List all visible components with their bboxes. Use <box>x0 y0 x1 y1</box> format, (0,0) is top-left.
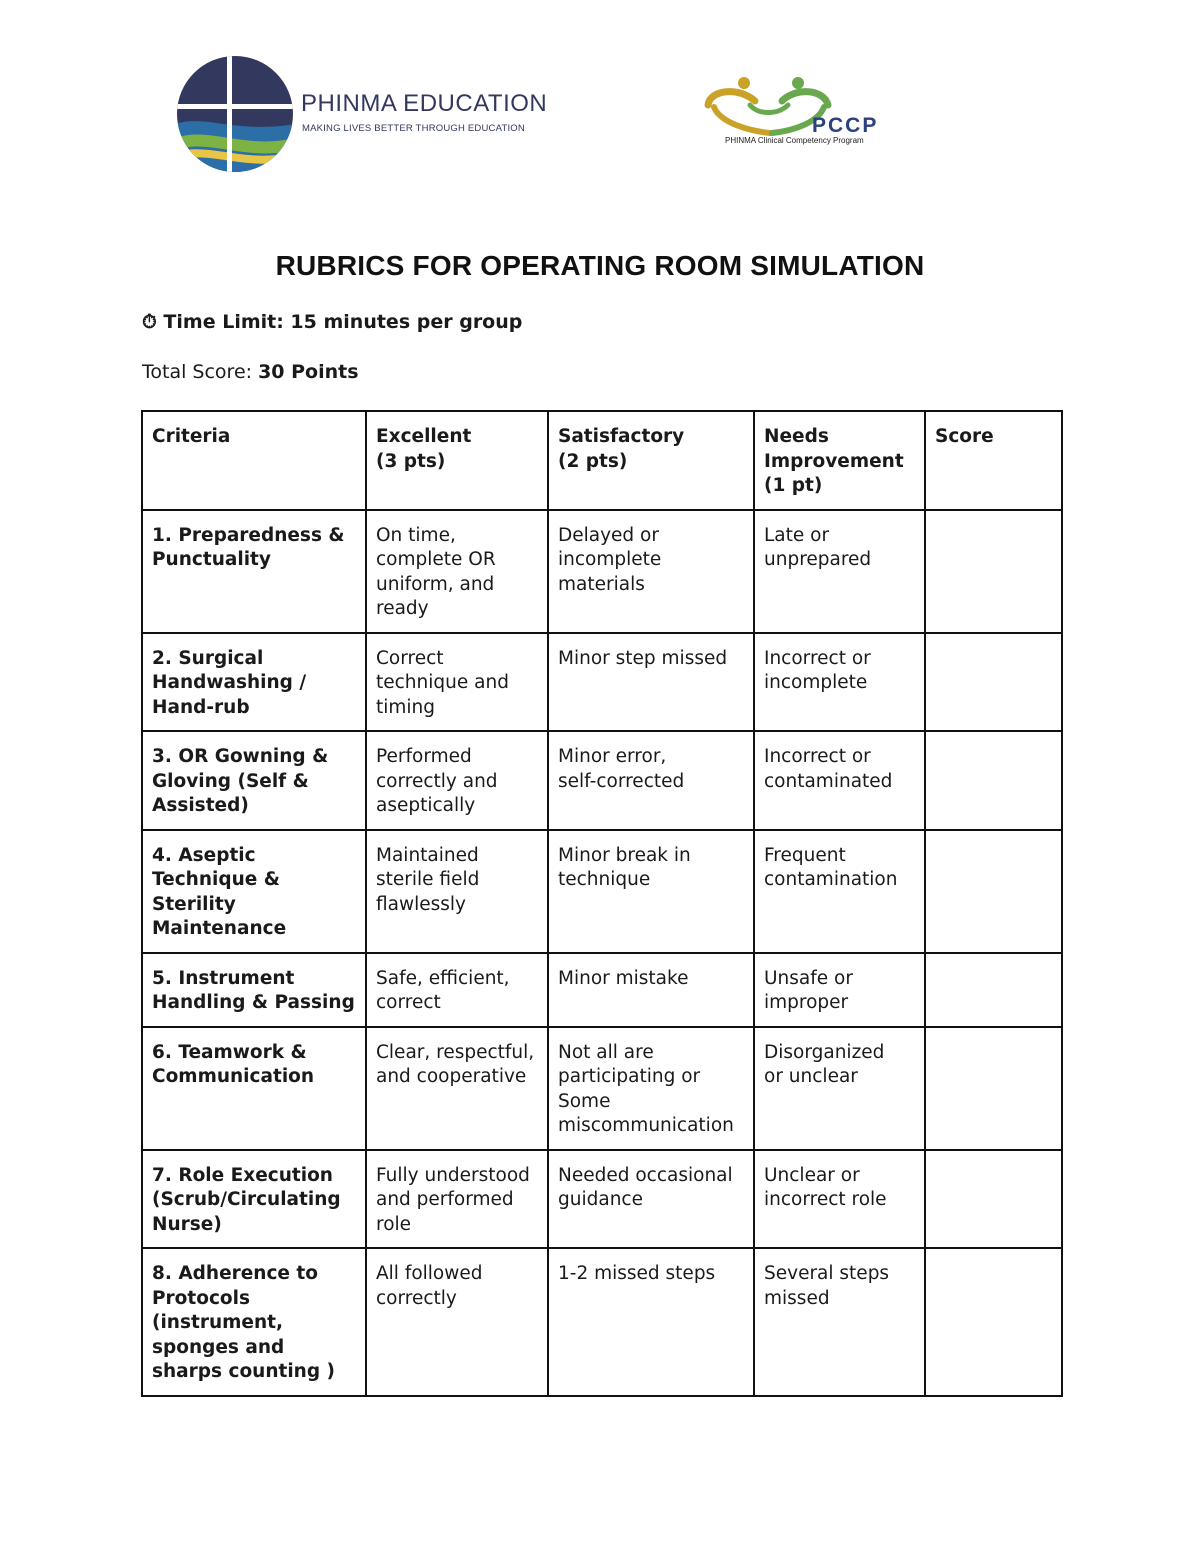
header-criteria: Criteria <box>142 411 366 510</box>
pccp-logo-acronym: PCCP <box>812 114 879 137</box>
needs-improvement-cell: Disorganized or unclear <box>754 1027 925 1150</box>
score-cell[interactable] <box>925 633 1062 732</box>
table-row <box>142 633 1062 732</box>
satisfactory-cell: Minor mistake <box>548 953 754 1027</box>
table-row <box>142 830 1062 953</box>
score-cell[interactable] <box>925 1027 1062 1150</box>
excellent-cell: Clear, respectful, and cooperative <box>366 1027 548 1150</box>
table-row <box>142 1027 1062 1150</box>
total-score-value: 30 Points <box>258 361 359 383</box>
excellent-cell: Maintained sterile field flawlessly <box>366 830 548 953</box>
needs-improvement-cell: Incorrect or incomplete <box>754 633 925 732</box>
excellent-cell: Fully understood and performed role <box>366 1150 548 1249</box>
criteria-cell: 4. Aseptic Technique & Sterility Maintenance <box>142 830 366 953</box>
score-cell[interactable] <box>925 731 1062 830</box>
satisfactory-cell: Delayed or incomplete materials <box>548 510 754 633</box>
satisfactory-cell: Minor step missed <box>548 633 754 732</box>
phinma-education-logo <box>175 52 555 177</box>
phinma-logo-name: PHINMA EDUCATION <box>301 90 548 117</box>
header-excellent: Excellent (3 pts) <box>366 411 548 510</box>
header-score: Score <box>925 411 1062 510</box>
excellent-cell: Correct technique and timing <box>366 633 548 732</box>
criteria-cell: 7. Role Execution (Scrub/Circulating Nurse) <box>142 1150 366 1249</box>
table-row <box>142 731 1062 830</box>
satisfactory-cell: 1-2 missed steps <box>548 1248 754 1396</box>
score-cell[interactable] <box>925 830 1062 953</box>
excellent-cell: On time, complete OR uniform, and ready <box>366 510 548 633</box>
phinma-emblem-icon <box>175 54 295 176</box>
score-cell[interactable] <box>925 1248 1062 1396</box>
excellent-cell: Performed correctly and aseptically <box>366 731 548 830</box>
pccp-logo-subtitle: PHINMA Clinical Competency Program <box>725 136 864 145</box>
rubric-table <box>141 410 1063 1397</box>
needs-improvement-cell: Unsafe or improper <box>754 953 925 1027</box>
phinma-logo-tagline: MAKING LIVES BETTER THROUGH EDUCATION <box>302 123 525 134</box>
criteria-cell: 8. Adherence to Protocols (instrument, sponges and sharps counting ) <box>142 1248 366 1396</box>
needs-improvement-cell: Incorrect or contaminated <box>754 731 925 830</box>
satisfactory-cell: Needed occasional guidance <box>548 1150 754 1249</box>
needs-improvement-cell: Late or unprepared <box>754 510 925 633</box>
table-header-row <box>142 411 1062 510</box>
table-row <box>142 953 1062 1027</box>
criteria-cell: 1. Preparedness & Punctuality <box>142 510 366 633</box>
time-limit-text: ⏱ Time Limit: 15 minutes per group <box>142 311 523 333</box>
score-cell[interactable] <box>925 1150 1062 1249</box>
total-score-label: Total Score: <box>142 361 259 383</box>
table-row <box>142 1248 1062 1396</box>
document-title: RUBRICS FOR OPERATING ROOM SIMULATION <box>275 250 925 281</box>
criteria-cell: 2. Surgical Handwashing / Hand-rub <box>142 633 366 732</box>
needs-improvement-cell: Unclear or incorrect role <box>754 1150 925 1249</box>
criteria-cell: 3. OR Gowning & Gloving (Self & Assisted) <box>142 731 366 830</box>
table-row <box>142 1150 1062 1249</box>
score-cell[interactable] <box>925 953 1062 1027</box>
satisfactory-cell: Minor error, self-corrected <box>548 731 754 830</box>
criteria-cell: 6. Teamwork & Communication <box>142 1027 366 1150</box>
pccp-logo <box>700 75 1000 150</box>
needs-improvement-cell: Frequent contamination <box>754 830 925 953</box>
excellent-cell: All followed correctly <box>366 1248 548 1396</box>
criteria-cell: 5. Instrument Handling & Passing <box>142 953 366 1027</box>
satisfactory-cell: Not all are participating or Some miscommunication <box>548 1027 754 1150</box>
needs-improvement-cell: Several steps missed <box>754 1248 925 1396</box>
excellent-cell: Safe, efficient, correct <box>366 953 548 1027</box>
header-needs-improvement: Needs Improvement (1 pt) <box>754 411 925 510</box>
page-header <box>0 0 1200 200</box>
total-score-line <box>142 361 359 383</box>
header-satisfactory: Satisfactory (2 pts) <box>548 411 754 510</box>
satisfactory-cell: Minor break in technique <box>548 830 754 953</box>
table-row <box>142 510 1062 633</box>
score-cell[interactable] <box>925 510 1062 633</box>
